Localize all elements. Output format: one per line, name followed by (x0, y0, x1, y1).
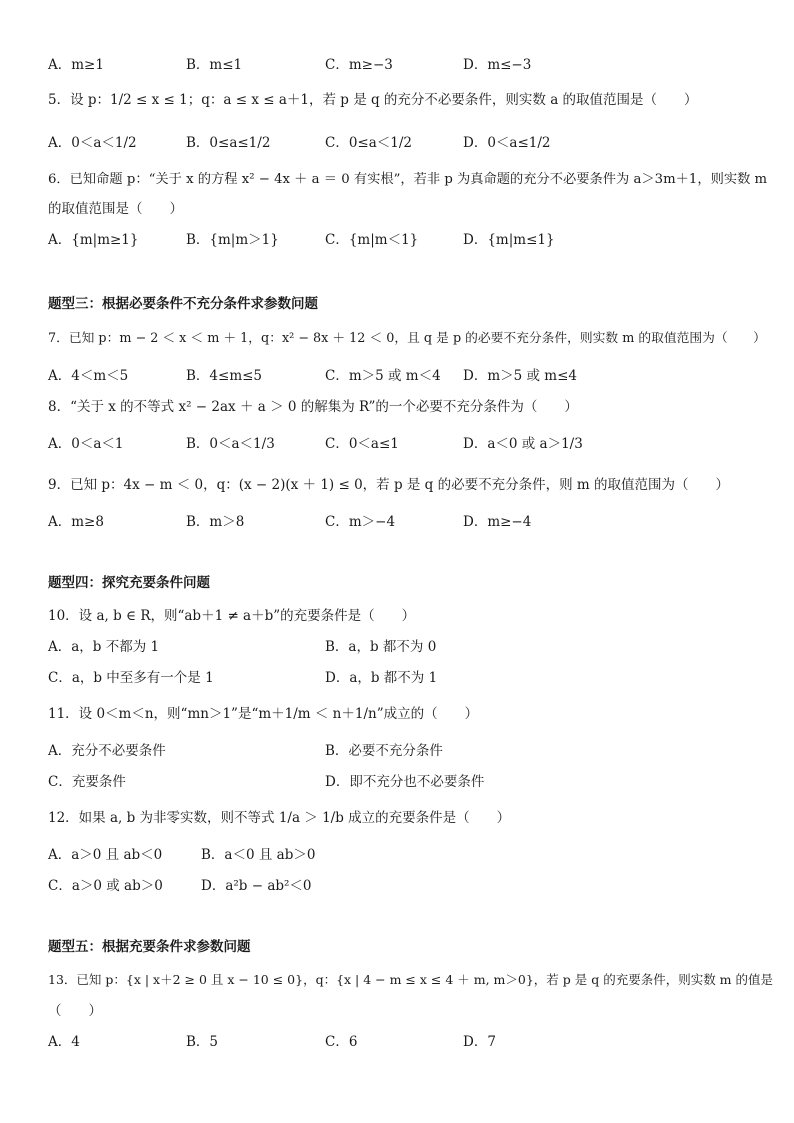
q11-options-row2 (48, 773, 748, 791)
q11-option-d[interactable]: D．即不充分也不必要条件 (325, 774, 485, 790)
section-heading-3: 题型三：根据必要条件不充分条件求参数问题 (48, 296, 318, 312)
q13-options (48, 1033, 748, 1051)
q7-option-a[interactable]: A．4＜m＜5 (48, 368, 129, 384)
q7-option-c[interactable]: C．m＞5 或 m＜4 (325, 368, 441, 384)
q6-options (48, 231, 748, 249)
q6-stem-line1: 6．已知命题 p：“关于 x 的方程 x² − 4x ＋ a ＝ 0 有实根”，若非 p 为真命题的充分不必要条件为 a＞3m＋1，则实数 m (48, 172, 768, 187)
q9-option-a[interactable]: A．m≥8 (48, 514, 104, 530)
q7-option-b[interactable]: B．4≤m≤5 (186, 368, 263, 384)
q6-option-b[interactable]: B．{m|m＞1} (186, 232, 279, 248)
q12-stem: 12．如果 a, b 为非零实数，则不等式 1/a ＞ 1/b 成立的充要条件是（ ） (48, 810, 511, 826)
q11-option-a[interactable]: A．充分不必要条件 (48, 743, 166, 759)
q13-option-b[interactable]: B．5 (186, 1034, 219, 1050)
q12-option-c[interactable]: C．a＞0 或 ab＞0 (48, 878, 163, 894)
section-heading-4: 题型四：探究充要条件问题 (48, 575, 210, 591)
q10-option-d[interactable]: D．a，b 都不为 1 (325, 670, 438, 686)
q11-option-c[interactable]: C．充要条件 (48, 774, 126, 790)
q10-option-b[interactable]: B．a，b 都不为 0 (325, 639, 437, 655)
q10-options-row1 (48, 638, 748, 656)
q13-option-c[interactable]: C．6 (325, 1034, 358, 1050)
q12-option-b[interactable]: B．a＜0 且 ab＞0 (201, 847, 316, 863)
q5-option-a[interactable]: A．0＜a＜1/2 (48, 135, 137, 151)
q13-stem-line2: （ ） (48, 1003, 102, 1019)
q6-option-c[interactable]: C．{m|m＜1} (325, 232, 419, 248)
q10-options-row2 (48, 669, 748, 687)
q7-options (48, 367, 748, 385)
q12-option-a[interactable]: A．a＞0 且 ab＜0 (48, 847, 163, 863)
q13-stem-line1: 13．已知 p：{x | x＋2 ≥ 0 且 x − 10 ≤ 0}，q：{x | 4 − m ≤ x ≤ 4 ＋ m, m＞0}，若 p 是 q 的充要条件，则实数 m 的值是 (48, 972, 774, 987)
q4-option-c[interactable]: C．m≥−3 (325, 57, 393, 73)
q5-option-c[interactable]: C．0≤a＜1/2 (325, 135, 413, 151)
q9-option-b[interactable]: B．m＞8 (186, 514, 245, 530)
q9-option-c[interactable]: C．m＞−4 (325, 514, 396, 530)
q5-option-b[interactable]: B．0≤a≤1/2 (186, 135, 271, 151)
q13-option-d[interactable]: D．7 (463, 1034, 496, 1050)
q10-option-a[interactable]: A．a，b 不都为 1 (48, 639, 160, 655)
q8-option-b[interactable]: B．0＜a＜1/3 (186, 436, 275, 452)
q4-option-a[interactable]: A．m≥1 (48, 57, 104, 73)
q9-option-d[interactable]: D．m≥−4 (463, 514, 532, 530)
q12-options-row1 (48, 846, 748, 864)
q7-option-d[interactable]: D．m＞5 或 m≤4 (463, 368, 577, 384)
q13-option-a[interactable]: A．4 (48, 1034, 80, 1050)
q4-option-b[interactable]: B．m≤1 (186, 57, 243, 73)
q5-stem: 5．设 p：1/2 ≤ x ≤ 1；q：a ≤ x ≤ a＋1，若 p 是 q 的充分不必要条件，则实数 a 的取值范围是（ ） (48, 92, 698, 108)
q5-options (48, 134, 748, 152)
q8-option-d[interactable]: D．a＜0 或 a＞1/3 (463, 436, 583, 452)
q9-options (48, 513, 748, 531)
q12-option-d[interactable]: D．a²b − ab²＜0 (201, 878, 312, 894)
q10-option-c[interactable]: C．a，b 中至多有一个是 1 (48, 670, 214, 686)
q7-stem: 7．已知 p：m − 2 ＜ x ＜ m ＋ 1，q：x² − 8x ＋ 12 ＜ 0，且 q 是 p 的必要不充分条件，则实数 m 的取值范围为（ ） (48, 331, 766, 346)
q6-option-a[interactable]: A．{m|m≥1} (48, 232, 139, 248)
q12-options-row2 (48, 877, 748, 895)
q8-option-c[interactable]: C．0＜a≤1 (325, 436, 399, 452)
q11-option-b[interactable]: B．必要不充分条件 (325, 743, 443, 759)
q11-stem: 11．设 0＜m＜n，则“mn＞1”是“m＋1/m ＜ n＋1/n”成立的（ ） (48, 706, 479, 722)
q6-stem-line2: 的取值范围是（ ） (48, 201, 183, 217)
q5-option-d[interactable]: D．0＜a≤1/2 (463, 135, 551, 151)
q9-stem: 9．已知 p：4x − m ＜ 0，q：(x − 2)(x ＋ 1) ≤ 0，若 p 是 q 的必要不充分条件，则 m 的取值范围为（ ） (48, 477, 729, 493)
q10-stem: 10．设 a, b ∈ R，则“ab＋1 ≠ a＋b”的充要条件是（ ） (48, 608, 416, 624)
q11-options-row1 (48, 742, 748, 760)
q8-stem: 8．“关于 x 的不等式 x² − 2ax ＋ a ＞ 0 的解集为 R”的一个必要不充分条件为（ ） (48, 399, 578, 415)
q4-option-d[interactable]: D．m≤−3 (463, 57, 532, 73)
q4-options (48, 56, 748, 74)
q8-options (48, 435, 748, 453)
section-heading-5: 题型五：根据充要条件求参数问题 (48, 939, 251, 955)
q8-option-a[interactable]: A．0＜a＜1 (48, 436, 124, 452)
q6-option-d[interactable]: D．{m|m≤1} (463, 232, 555, 248)
